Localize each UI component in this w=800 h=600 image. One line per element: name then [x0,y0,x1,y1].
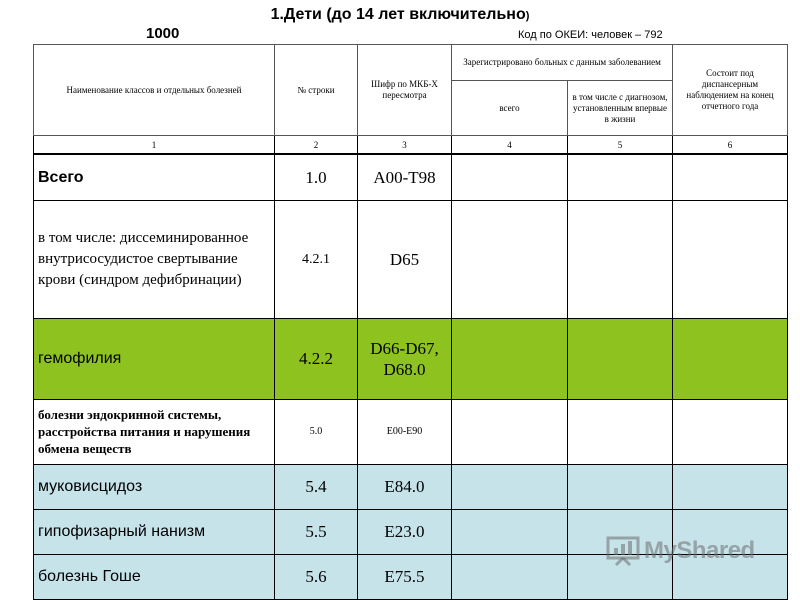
row-number: 4.2.1 [275,200,358,318]
col-header-row-no: № строки [275,45,358,136]
okei-code: Код по ОКЕИ: человек – 792 [518,29,663,41]
table-code: 1000 [146,25,180,42]
col-number: 5 [568,136,673,155]
col-number: 6 [673,136,788,155]
col-header-dispensary: Состоит под диспансерным наблюдением на конец отчетного года [673,45,788,136]
row-name: муковисцидоз [34,464,275,509]
cell-dispensary[interactable] [673,399,788,464]
cell-total[interactable] [452,399,568,464]
row-name: гемофилия [34,318,275,399]
table-row [34,318,788,399]
row-mkb-code: A00-T98 [358,154,452,200]
row-name: Всего [34,154,275,200]
col-header-registered: Зарегистрировано больных с данным заболеванием [452,45,673,81]
row-number: 5.5 [275,509,358,554]
cell-dispensary[interactable] [673,318,788,399]
col-number: 3 [358,136,452,155]
statistics-table [33,44,788,600]
cell-first-time[interactable] [568,154,673,200]
cell-first-time[interactable] [568,399,673,464]
page-title: 1.Дети (до 14 лет включительно) [270,6,530,23]
row-name: гипофизарный нанизм [34,509,275,554]
row-number: 4.2.2 [275,318,358,399]
row-name: в том числе: диссеминированное внутрисосудистое свертывание крови (синдром дефибринации) [34,200,275,318]
col-header-mkb: Шифр по МКБ-X пересмотра [358,45,452,136]
row-mkb-code: D65 [358,200,452,318]
watermark: MyShared [606,536,755,566]
cell-first-time[interactable] [568,318,673,399]
col-header-name: Наименование классов и отдельных болезней [34,45,275,136]
row-mkb-code: E23.0 [358,509,452,554]
row-number: 5.0 [275,399,358,464]
cell-total[interactable] [452,554,568,599]
col-number: 2 [275,136,358,155]
row-mkb-code: E84.0 [358,464,452,509]
table-row [34,154,788,200]
cell-total[interactable] [452,464,568,509]
col-header-first-time: в том числе с диагнозом, установленным впервые в жизни [568,81,673,136]
cell-total[interactable] [452,318,568,399]
row-mkb-code: E75.5 [358,554,452,599]
cell-total[interactable] [452,509,568,554]
row-name: болезнь Гоше [34,554,275,599]
col-number: 4 [452,136,568,155]
cell-total[interactable] [452,154,568,200]
row-number: 5.6 [275,554,358,599]
cell-dispensary[interactable] [673,154,788,200]
presentation-board-icon [606,536,640,566]
cell-dispensary[interactable] [673,464,788,509]
row-number: 5.4 [275,464,358,509]
col-number: 1 [34,136,275,155]
table-row [34,399,788,464]
table-row [34,464,788,509]
row-mkb-code: E00-E90 [358,399,452,464]
row-number: 1.0 [275,154,358,200]
row-mkb-code: D66-D67, D68.0 [358,318,452,399]
cell-first-time[interactable] [568,464,673,509]
row-name: болезни эндокринной системы, расстройства питания и нарушения обмена веществ [34,399,275,464]
cell-dispensary[interactable] [673,200,788,318]
cell-total[interactable] [452,200,568,318]
col-header-total: всего [452,81,568,136]
table-row [34,200,788,318]
cell-first-time[interactable] [568,200,673,318]
